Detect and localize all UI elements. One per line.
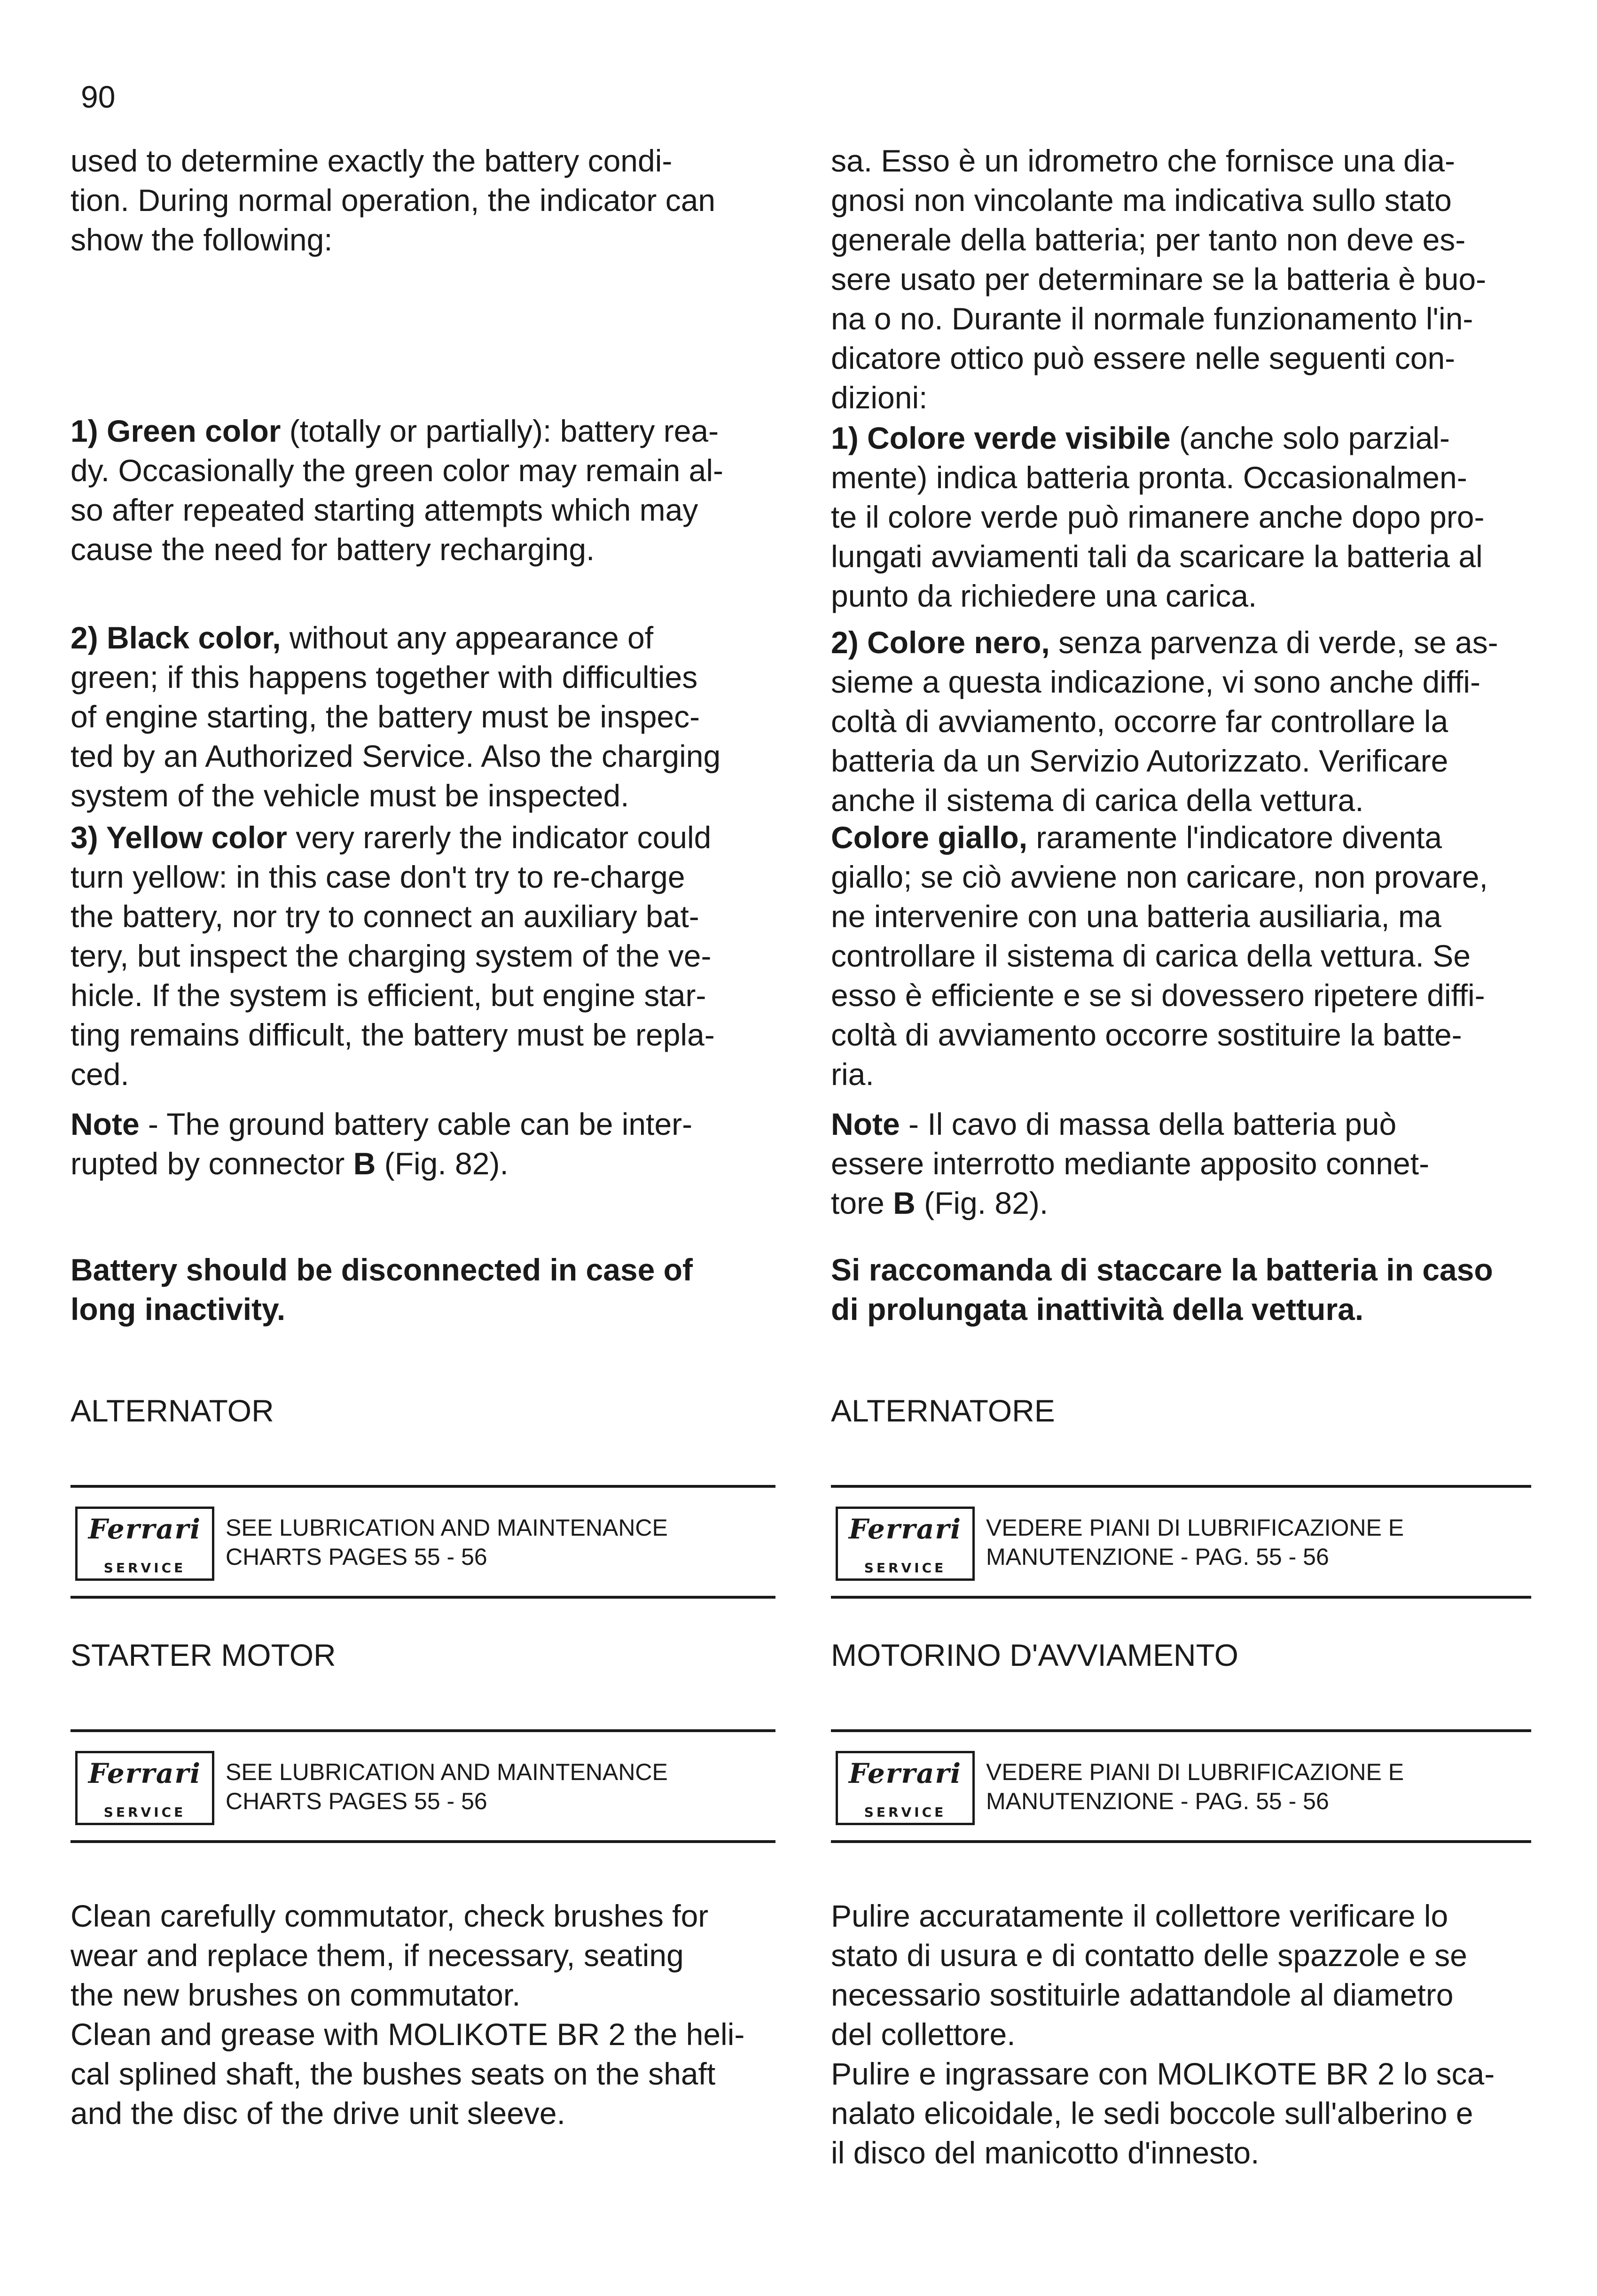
service-note-text: SEE LUBRICATION AND MAINTENANCE CHARTS PAGES 55 - 56: [226, 1515, 668, 1570]
note-tail: (Fig. 82).: [376, 1146, 509, 1181]
black-color-paragraph-it: [831, 623, 1531, 820]
service-box-starter-it: [831, 1729, 1531, 1843]
starter-motor-heading-it: MOTORINO D'AVVIAMENTO: [831, 1638, 1239, 1672]
green-color-paragraph-it: [831, 418, 1531, 616]
green-color-lead: 1) Green color: [70, 414, 281, 448]
note-tail-it: (Fig. 82).: [915, 1186, 1049, 1220]
service-note-text: SEE LUBRICATION AND MAINTENANCE CHARTS PAGES 55 - 56: [226, 1759, 668, 1814]
note-body-it: - Il cavo di massa della batteria può essere interrotto mediante apposito connet- tore: [831, 1107, 1430, 1220]
black-color-body: without any appearance of green; if this happens together with difficulties of engine starting, the battery must be inspec- ted by an Authorized Service. Also the charging system of the vehicle must be inspected.: [70, 620, 721, 813]
disconnect-warning: Battery should be disconnected in case of long inactivity.: [70, 1252, 693, 1327]
black-color-lead: 2) Black color,: [70, 620, 281, 655]
starter-motor-heading: STARTER MOTOR: [70, 1638, 336, 1672]
note-lead-it: Note: [831, 1107, 900, 1141]
yellow-color-paragraph: [70, 818, 775, 1094]
note-paragraph: [70, 1104, 775, 1183]
service-note-text-it: VEDERE PIANI DI LUBRIFICAZIONE E MANUTENZIONE - PAG. 55 - 56: [986, 1759, 1404, 1814]
alternator-heading: ALTERNATOR: [70, 1393, 274, 1428]
ferrari-service-logo: Ferrari SERVICE: [836, 1507, 975, 1581]
connector-b: B: [353, 1146, 376, 1181]
yellow-color-paragraph-it: [831, 818, 1531, 1094]
disconnect-warning-it: Si raccomanda di staccare la batteria in caso di prolungata inattività della vettura.: [831, 1252, 1493, 1327]
yellow-color-lead-it: Colore giallo,: [831, 820, 1028, 855]
black-color-body-it: senza parvenza di verde, se as- sieme a questa indicazione, vi sono anche diffi- coltà di avviamento, occorre far controllare la batteria da un Servizio Autorizzato. Verificare anche il sistema di carica della vettura.: [831, 625, 1498, 818]
commutator-cleaning-text-it: Pulire accuratamente il collettore verificare lo stato di usura e di contatto delle spazzole e se necessario sostituirle adattandole al diametro del collettore. Pulire e ingrassare con MOLIKOTE BR 2 lo sca- nalato elicoidale, le sedi boccole sull'alberino e il disco del manicotto d'innesto.: [831, 1898, 1495, 2170]
service-note-text-it: VEDERE PIANI DI LUBRIFICAZIONE E MANUTENZIONE - PAG. 55 - 56: [986, 1515, 1404, 1570]
service-box-alternator-it: [831, 1485, 1531, 1599]
yellow-color-body-it: raramente l'indicatore diventa giallo; se ciò avviene non caricare, non provare, ne intervenire con una batteria ausiliaria, ma controllare il sistema di carica della vettura. Se esso è efficiente e se si dovessero ripetere diffi- coltà di avviamento occorre sostituire la batte- ria.: [831, 820, 1488, 1092]
green-color-body: (totally or partially): battery rea- dy. Occasionally the green color may remain al- so after repeated starting attempts which may cause the need for battery recharging.: [70, 414, 724, 567]
alternator-heading-it: ALTERNATORE: [831, 1393, 1055, 1428]
ferrari-service-logo: Ferrari SERVICE: [75, 1751, 214, 1825]
connector-b-it: B: [893, 1186, 916, 1220]
black-color-lead-it: 2) Colore nero,: [831, 625, 1050, 660]
green-color-body-it: (anche solo parzial- mente) indica batteria pronta. Occasionalmen- te il colore verde può rimanere anche dopo pro- lungati avviamenti tali da scaricare la batteria al punto da richiedere una carica.: [831, 421, 1485, 613]
service-box-starter: [70, 1729, 775, 1843]
note-lead: Note: [70, 1107, 140, 1141]
commutator-cleaning-text: Clean carefully commutator, check brushes for wear and replace them, if necessary, seating the new brushes on commutator. Clean and grease with MOLIKOTE BR 2 the heli- cal splined shaft, the bushes seats on the shaft and the disc of the drive unit sleeve.: [70, 1898, 745, 2131]
yellow-color-lead: 3) Yellow color: [70, 820, 287, 855]
ferrari-service-logo: Ferrari SERVICE: [836, 1751, 975, 1825]
ferrari-service-logo: Ferrari SERVICE: [75, 1507, 214, 1581]
battery-intro-text-it: sa. Esso è un idrometro che fornisce una dia- gnosi non vincolante ma indicativa sullo stato generale della batteria; per tanto non deve es- sere usato per determinare se la batteria è buo- na o no. Durante il normale funzionamento l'in- dicatore ottico può essere nelle seguenti con- dizioni:: [831, 143, 1487, 415]
green-color-lead-it: 1) Colore verde visibile: [831, 421, 1171, 455]
battery-intro-text: used to determine exactly the battery condi- tion. During normal operation, the indicator can show the following:: [70, 143, 716, 257]
note-paragraph-it: [831, 1104, 1531, 1223]
service-box-alternator: [70, 1485, 775, 1599]
black-color-paragraph: [70, 618, 775, 815]
note-body: - The ground battery cable can be inter- rupted by connector: [70, 1107, 693, 1181]
yellow-color-body: very rarerly the indicator could turn yellow: in this case don't try to re-charge the battery, nor try to connect an auxiliary bat- tery, but inspect the charging system of the ve- hicle. If the system is efficient, but engine star- ting remains difficult, the battery must be repla- ced.: [70, 820, 715, 1092]
page-number: 90: [81, 79, 116, 114]
green-color-paragraph: [70, 411, 775, 569]
